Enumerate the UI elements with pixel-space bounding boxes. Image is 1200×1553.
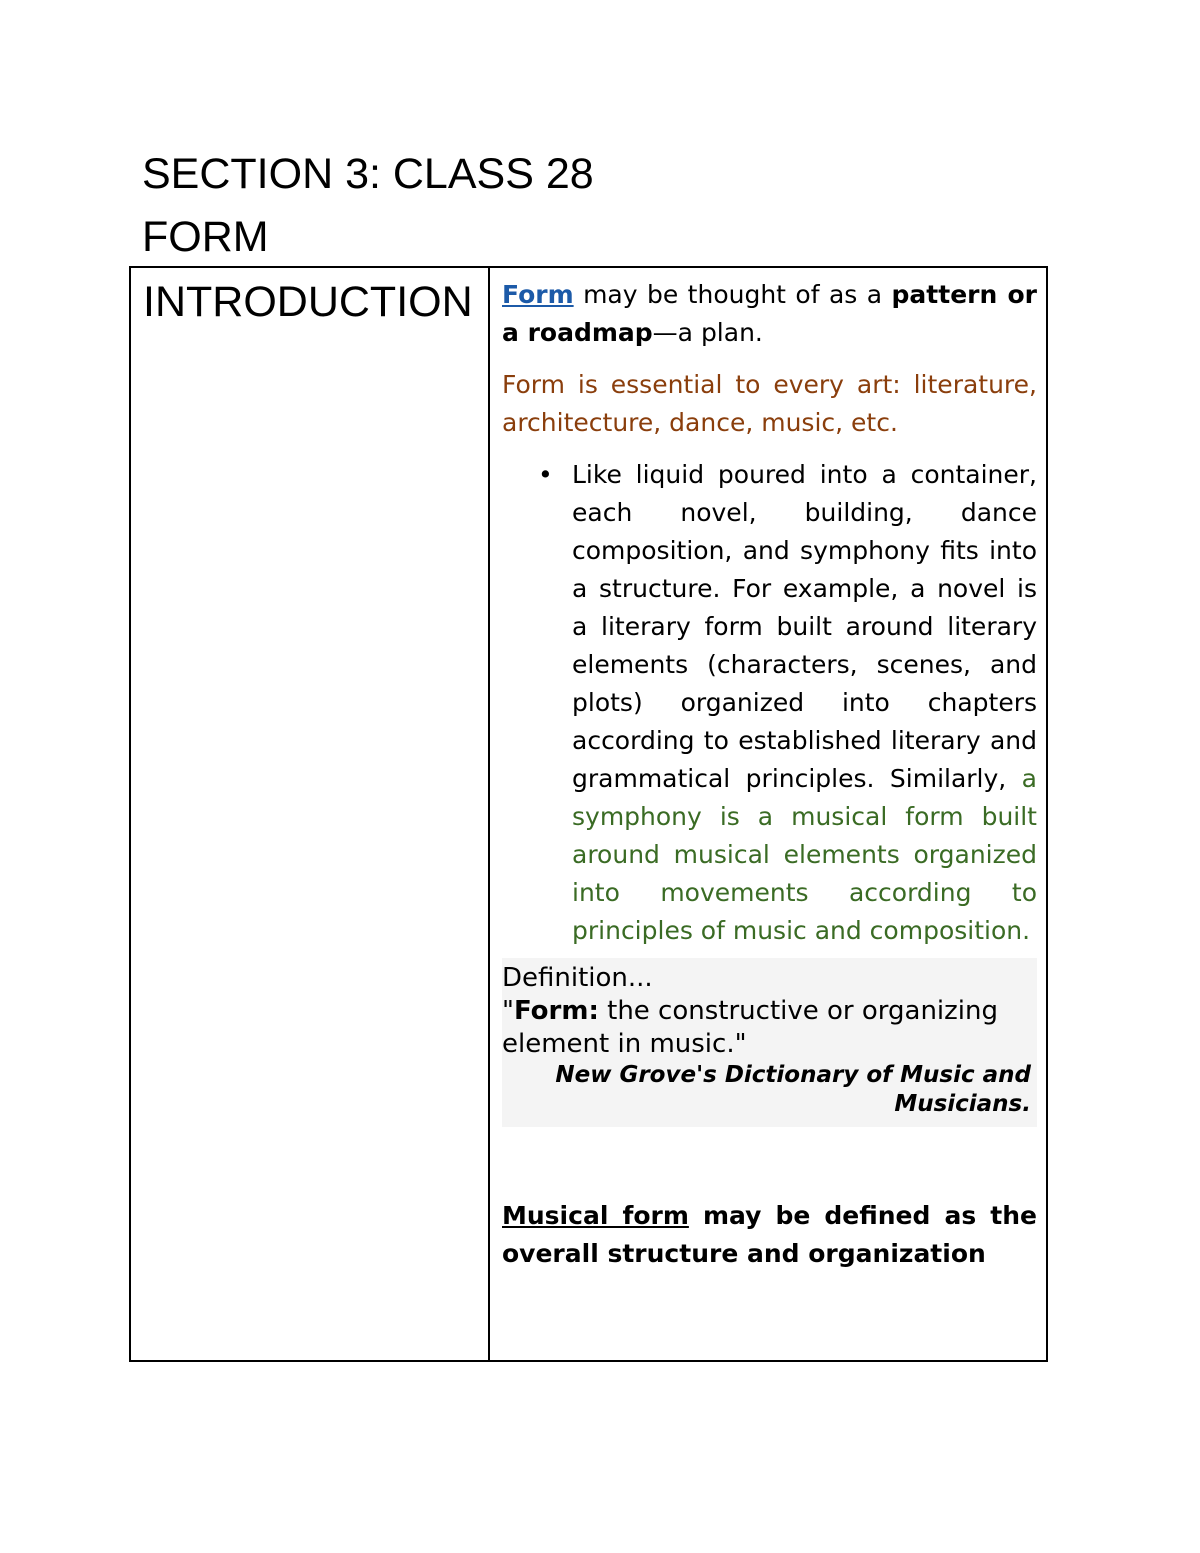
intro-text-2: —a plan.: [652, 318, 763, 347]
intro-bold: pattern or a roadmap: [502, 280, 1037, 347]
content-table: [129, 266, 1048, 1362]
definition-text: the constructive or organizing element in music.": [502, 996, 998, 1059]
column-divider: [488, 268, 490, 1360]
section-heading: SECTION 3: CLASS 28: [142, 150, 594, 198]
musical-form-term: Musical form: [502, 1201, 689, 1230]
intro-paragraph: [502, 276, 1037, 352]
musical-form-paragraph: [502, 1197, 1037, 1273]
topic-heading: FORM: [142, 213, 269, 261]
quote-open: ": [502, 996, 514, 1026]
citation: New Grove's Dictionary of Music and Musicians.: [555, 1062, 1031, 1117]
intro-text-1: may be thought of as a: [573, 280, 892, 309]
form-link[interactable]: Form: [502, 280, 574, 309]
definition-box: [502, 958, 1037, 1127]
content-cell: [502, 276, 1037, 1298]
essential-paragraph: Form is essential to every art: literature, architecture, dance, music, etc.: [502, 370, 1037, 437]
bullet-text: Like liquid poured into a container, each novel, building, dance composition, and symphony fits into a structure. For example, a novel is a literary form built around literary elements (characters, scenes, and plots) organized into chapters according to established literary and grammatical principles. Similarly,: [572, 460, 1037, 793]
definition-intro: Definition...: [502, 963, 653, 993]
bullet-icon: •: [538, 460, 553, 489]
bullet-item: [502, 456, 1037, 950]
definition-term: Form:: [513, 996, 599, 1026]
musical-form-text: may be defined as the overall structure and organization: [502, 1201, 1037, 1268]
row-label: INTRODUCTION: [143, 278, 473, 326]
bullet-green-text: a symphony is a musical form built around musical elements organized into movements according to principles of music and composition.: [572, 764, 1037, 945]
definition-quote: [502, 995, 1031, 1061]
